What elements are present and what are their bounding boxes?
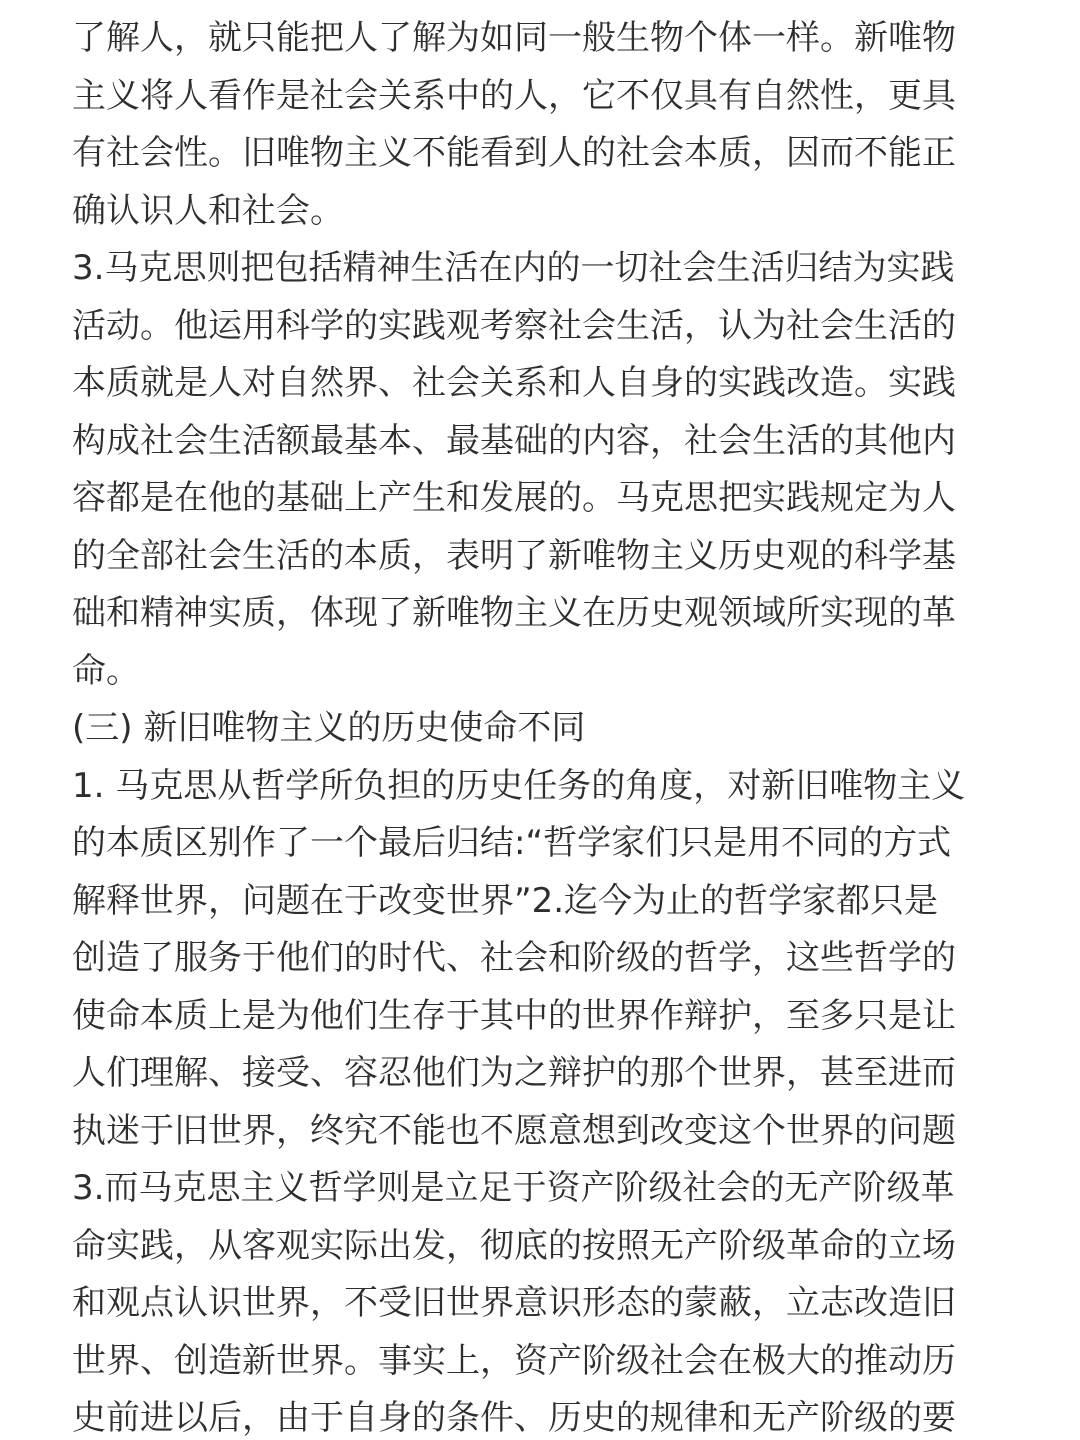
text-line: 人们理解、接受、容忍他们为之辩护的那个世界，甚至进而 bbox=[72, 1053, 956, 1093]
text-line: 的本质区别作了一个最后归结:“哲学家们只是用不同的方式 bbox=[72, 823, 952, 863]
text-line: 和观点认识世界，不受旧世界意识形态的蒙蔽，立志改造旧 bbox=[72, 1283, 956, 1323]
text-line: 解释世界，问题在于改变世界”2.迄今为止的哲学家都只是 bbox=[72, 880, 939, 921]
text-line: 主义将人看作是社会关系中的人，它不仅具有自然性，更具 bbox=[72, 75, 956, 116]
text-line: 的全部社会生活的本质，表明了新唯物主义历史观的科学基 bbox=[72, 535, 956, 576]
text-line: 构成社会生活额最基本、最基础的内容，社会生活的其他内 bbox=[72, 420, 956, 461]
text-line: 世界、创造新世界。事实上，资产阶级社会在极大的推动历 bbox=[72, 1340, 956, 1381]
text-line: 命。 bbox=[72, 650, 140, 691]
text-line: 3.马克思则把包括精神生活在内的一切社会生活归结为实践 bbox=[72, 248, 955, 288]
text-line: 创造了服务于他们的时代、社会和阶级的哲学，这些哲学的 bbox=[72, 938, 956, 978]
text-line: 使命本质上是为他们生存于其中的世界作辩护，至多只是让 bbox=[72, 995, 956, 1036]
text-line: 活动。他运用科学的实践观考察社会生活，认为社会生活的 bbox=[72, 305, 956, 346]
text-line: 确认识人和社会。 bbox=[72, 190, 344, 231]
text-line: 有社会性。旧唯物主义不能看到人的社会本质，因而不能正 bbox=[72, 133, 956, 173]
text-line: 执迷于旧世界，终究不能也不愿意想到改变这个世界的问题 bbox=[72, 1110, 956, 1151]
text-line: 容都是在他的基础上产生和发展的。马克思把实践规定为人 bbox=[72, 478, 956, 518]
text-line: 命实践，从客观实际出发，彻底的按照无产阶级革命的立场 bbox=[72, 1225, 956, 1266]
body-text bbox=[72, 10, 1008, 1440]
text-line: 史前进以后，由于自身的条件、历史的规律和无产阶级的要 bbox=[72, 1398, 956, 1438]
section-heading: (三) 新旧唯物主义的历史使命不同 bbox=[72, 708, 586, 748]
text-line: 本质就是人对自然界、社会关系和人自身的实践改造。实践 bbox=[72, 363, 956, 403]
text-line: 3.而马克思主义哲学则是立足于资产阶级社会的无产阶级革 bbox=[72, 1168, 955, 1208]
text-line: 了解人，就只能把人了解为如同一般生物个体一样。新唯物 bbox=[72, 18, 956, 58]
text-line: 1. 马克思从哲学所负担的历史任务的角度，对新旧唯物主义 bbox=[72, 765, 966, 806]
text-line: 础和精神实质，体现了新唯物主义在历史观领域所实现的革 bbox=[72, 593, 956, 633]
